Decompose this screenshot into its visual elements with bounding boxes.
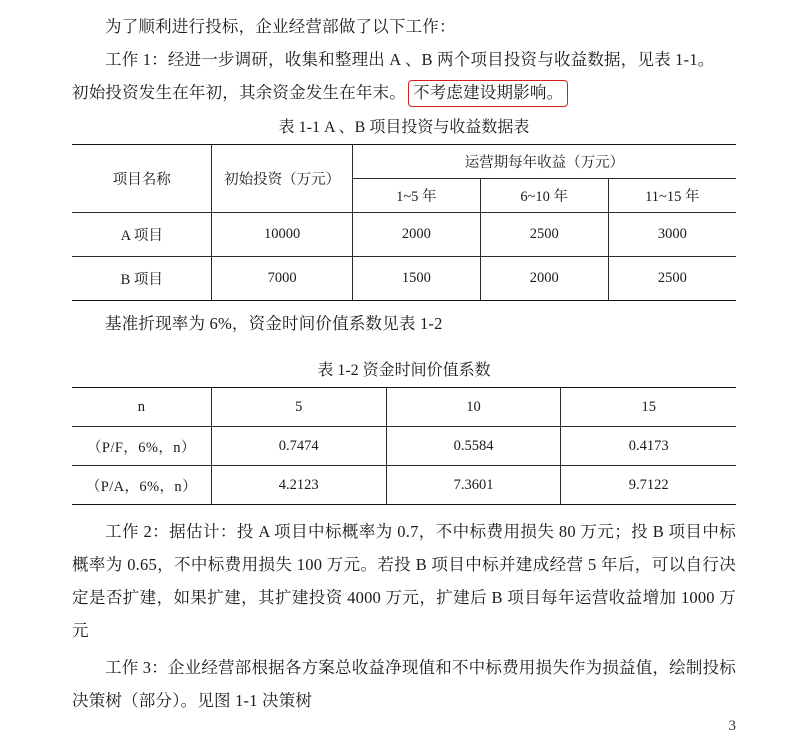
task1-paragraph-line1: 工作 1：经进一步调研，收集和整理出 A 、B 两个项目投资与收益数据，见表 1-1。 bbox=[105, 50, 715, 69]
table2-caption: 表 1-2 资金时间价值系数 bbox=[317, 362, 491, 379]
table-row bbox=[72, 388, 736, 427]
task2-paragraph: 工作 2：据估计：投 A 项目中标概率为 0.7，不中标费用损失 80 万元；投 B 项目中标概率为 0.65，不中标费用损失 100 万元。若投 B 项目中标并建成经营 5 年后，可以自行决定是否扩建，如果扩建，其扩建投资 4000 万元，扩建后 B 项目每年运营收益增加 1000 万元 bbox=[72, 522, 736, 640]
cell-pf-5: 0.7474 bbox=[211, 427, 386, 466]
cell-pa-label: （P/A，6%，n） bbox=[72, 466, 211, 505]
task3-paragraph: 工作 3：企业经营部根据各方案总收益净现值和不中标费用损失作为损益值，绘制投标决策树（部分）。见图 1-1 决策树 bbox=[72, 658, 736, 710]
th-initial-investment: 初始投资（万元） bbox=[212, 145, 352, 213]
th-years-11-15: 11~15 年 bbox=[608, 179, 736, 213]
intro-paragraph: 为了顺利进行投标，企业经营部做了以下工作： bbox=[105, 17, 456, 36]
cell-pa-5: 4.2123 bbox=[211, 466, 386, 505]
table-investment-income bbox=[72, 144, 736, 301]
cell-project-b-name: B 项目 bbox=[72, 257, 212, 301]
cell-project-a-name: A 项目 bbox=[72, 213, 212, 257]
task1-line2-prefix: 初始投资发生在年初，其余资金发生在年末。 bbox=[72, 83, 406, 102]
cell-pf-label: （P/F，6%，n） bbox=[72, 427, 211, 466]
th-years-1-5: 1~5 年 bbox=[352, 179, 480, 213]
table-row bbox=[72, 466, 736, 505]
cell-project-b-y6-10: 2000 bbox=[480, 257, 608, 301]
th-income-group: 运营期每年收益（万元） bbox=[352, 145, 736, 179]
cell-project-a-y11-15: 3000 bbox=[608, 213, 736, 257]
table-row bbox=[72, 145, 736, 179]
th-project-name: 项目名称 bbox=[72, 145, 212, 213]
cell-project-b-initial: 7000 bbox=[212, 257, 352, 301]
cell-project-b-y11-15: 2500 bbox=[608, 257, 736, 301]
discount-rate-paragraph: 基准折现率为 6%，资金时间价值系数见表 1-2 bbox=[105, 314, 443, 333]
th-n-15: 15 bbox=[561, 388, 736, 427]
th-n: n bbox=[72, 388, 211, 427]
red-highlight-annotation: 不考虑建设期影响。 bbox=[408, 80, 568, 107]
cell-project-b-y1-5: 1500 bbox=[352, 257, 480, 301]
table-row bbox=[72, 257, 736, 301]
cell-project-a-y6-10: 2500 bbox=[480, 213, 608, 257]
cell-project-a-y1-5: 2000 bbox=[352, 213, 480, 257]
cell-pa-15: 9.7122 bbox=[561, 466, 736, 505]
cell-project-a-initial: 10000 bbox=[212, 213, 352, 257]
th-n-10: 10 bbox=[386, 388, 561, 427]
th-n-5: 5 bbox=[211, 388, 386, 427]
task1-paragraph-line2 bbox=[72, 76, 736, 109]
th-years-6-10: 6~10 年 bbox=[480, 179, 608, 213]
table-row bbox=[72, 213, 736, 257]
page-number: 3 bbox=[728, 718, 736, 734]
cell-pf-15: 0.4173 bbox=[561, 427, 736, 466]
table-row bbox=[72, 427, 736, 466]
table-time-value-coefficients bbox=[72, 387, 736, 505]
cell-pf-10: 0.5584 bbox=[386, 427, 561, 466]
table1-caption: 表 1-1 A 、B 项目投资与收益数据表 bbox=[278, 119, 530, 136]
cell-pa-10: 7.3601 bbox=[386, 466, 561, 505]
